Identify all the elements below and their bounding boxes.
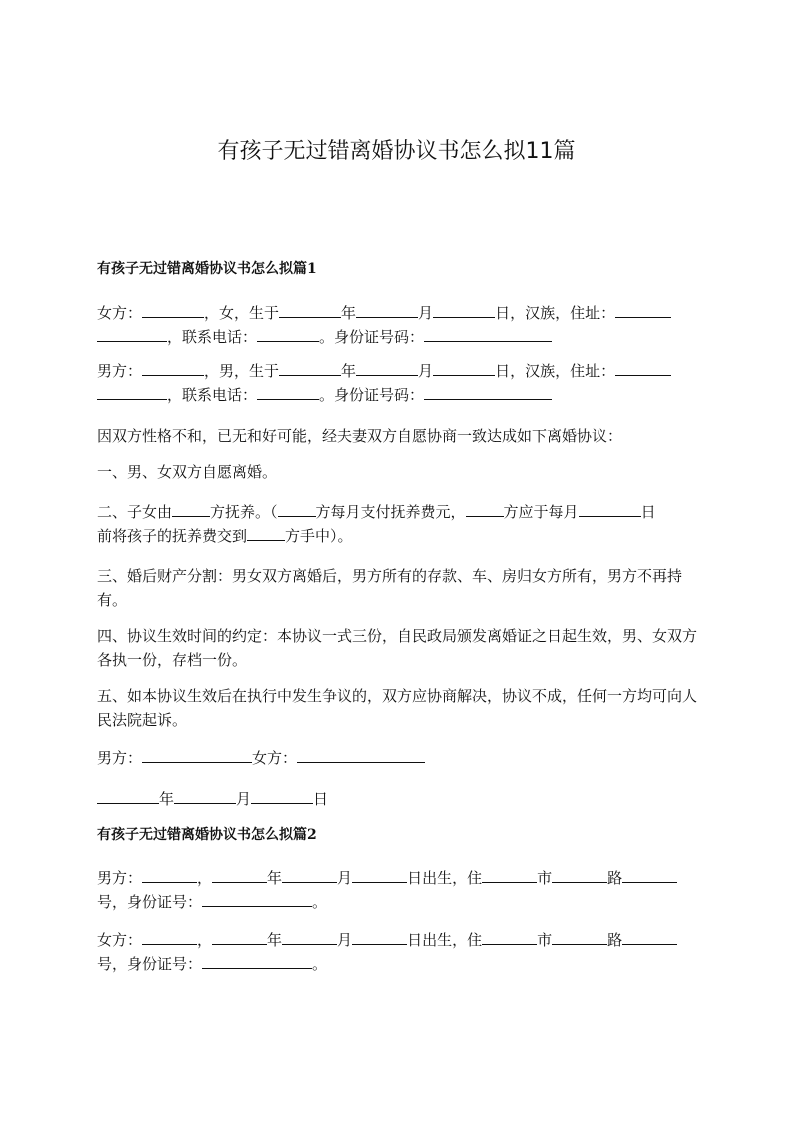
- husband-info-paragraph: [97, 359, 702, 407]
- clause-1: 一、男、女双方自愿离婚。: [97, 463, 278, 481]
- inline-text: 月: [236, 790, 252, 808]
- inline-text: 月: [418, 304, 434, 322]
- blank-field[interactable]: [282, 867, 337, 883]
- blank-field[interactable]: [356, 360, 418, 376]
- blank-field[interactable]: [212, 867, 267, 883]
- document-title: 有孩子无过错离婚协议书怎么拟11篇: [217, 139, 576, 164]
- blank-field[interactable]: [212, 929, 267, 945]
- inline-text: 男方：: [97, 362, 143, 380]
- blank-field[interactable]: [202, 891, 312, 907]
- inline-text: 日: [313, 790, 329, 808]
- inline-text: 女方：: [97, 304, 143, 322]
- inline-text: 日，汉族，住址：: [495, 362, 616, 380]
- blank-field[interactable]: [552, 867, 607, 883]
- inline-text: 年: [341, 304, 357, 322]
- blank-field[interactable]: [278, 501, 316, 517]
- blank-field[interactable]: [97, 384, 167, 400]
- inline-text: ，: [197, 931, 213, 949]
- signature-line: [97, 746, 702, 770]
- inline-text: 年: [267, 931, 283, 949]
- inline-text: 月: [418, 362, 434, 380]
- inline-text: ，男，生于: [204, 362, 280, 380]
- blank-field[interactable]: [482, 867, 537, 883]
- blank-field[interactable]: [466, 501, 504, 517]
- section-2-heading: 有孩子无过错离婚协议书怎么拟篇2: [97, 827, 317, 843]
- blank-field[interactable]: [433, 360, 495, 376]
- inline-text: ，: [197, 869, 213, 887]
- blank-field[interactable]: [97, 788, 159, 804]
- blank-field[interactable]: [247, 525, 285, 541]
- wife-info-paragraph: [97, 301, 702, 349]
- blank-field[interactable]: [257, 384, 319, 400]
- inline-text: 路: [607, 931, 623, 949]
- blank-field[interactable]: [352, 929, 407, 945]
- blank-field[interactable]: [142, 929, 197, 945]
- inline-text: 男方：: [97, 869, 143, 887]
- blank-field[interactable]: [424, 384, 552, 400]
- inline-text: 二、子女由: [97, 503, 173, 521]
- inline-text: 年: [159, 790, 175, 808]
- blank-field[interactable]: [424, 326, 552, 342]
- clause-2: [97, 500, 702, 548]
- clause-4: 四、协议生效时间的约定：本协议一式三份，自民政局颁发离婚证之日起生效，男、女双方各执一份，存档一份。: [97, 627, 698, 669]
- inline-text: 。身份证号码：: [319, 386, 425, 404]
- blank-field[interactable]: [257, 326, 319, 342]
- inline-text: ，女，生于: [204, 304, 280, 322]
- inline-text: 号，身份证号：: [97, 955, 203, 973]
- blank-field[interactable]: [202, 953, 312, 969]
- inline-text: 女方：: [252, 749, 298, 767]
- female-info-paragraph: [97, 928, 702, 976]
- blank-field[interactable]: [433, 302, 495, 318]
- inline-text: 年: [341, 362, 357, 380]
- blank-field[interactable]: [352, 867, 407, 883]
- inline-text: 路: [607, 869, 623, 887]
- blank-field[interactable]: [297, 747, 425, 763]
- inline-text: 。: [312, 893, 328, 911]
- inline-text: ，联系电话：: [167, 328, 258, 346]
- inline-text: 方抚养。（: [210, 503, 278, 521]
- inline-text: 方手中）。: [285, 527, 353, 545]
- blank-field[interactable]: [142, 867, 197, 883]
- blank-field[interactable]: [552, 929, 607, 945]
- inline-text: 女方：: [97, 931, 143, 949]
- clause-5: 五、如本协议生效后在执行中发生争议的，双方应协商解决，协议不成，任何一方均可向人民法院起诉。: [97, 687, 698, 729]
- blank-field[interactable]: [615, 360, 671, 376]
- male-info-paragraph: [97, 866, 702, 914]
- blank-field[interactable]: [622, 929, 677, 945]
- inline-text: 市: [537, 869, 553, 887]
- inline-text: 方应于每月: [503, 503, 579, 521]
- inline-text: 日出生，住: [407, 931, 483, 949]
- inline-text: 日，汉族，住址：: [495, 304, 616, 322]
- blank-field[interactable]: [579, 501, 641, 517]
- inline-text: 。身份证号码：: [319, 328, 425, 346]
- inline-text: 男方：: [97, 749, 143, 767]
- inline-text: 月: [337, 931, 353, 949]
- clause-3: 三、婚后财产分割：男女双方离婚后，男方所有的存款、车、房归女方所有，男方不再持有。: [97, 567, 683, 609]
- blank-field[interactable]: [615, 302, 671, 318]
- inline-text: ，联系电话：: [167, 386, 258, 404]
- blank-field[interactable]: [622, 867, 677, 883]
- blank-field[interactable]: [174, 788, 236, 804]
- inline-text: 号，身份证号：: [97, 893, 203, 911]
- date-line: [97, 787, 702, 811]
- inline-text: 年: [267, 869, 283, 887]
- blank-field[interactable]: [142, 747, 252, 763]
- inline-text: 。: [312, 955, 328, 973]
- section-1-heading: 有孩子无过错离婚协议书怎么拟篇1: [97, 261, 317, 277]
- blank-field[interactable]: [251, 788, 313, 804]
- inline-text: 日出生，住: [407, 869, 483, 887]
- blank-field[interactable]: [282, 929, 337, 945]
- blank-field[interactable]: [482, 929, 537, 945]
- inline-text: 方每月支付抚养费元，: [315, 503, 466, 521]
- blank-field[interactable]: [142, 302, 204, 318]
- inline-text: 前将孩子的抚养费交到: [97, 527, 248, 545]
- blank-field[interactable]: [142, 360, 204, 376]
- inline-text: 市: [537, 931, 553, 949]
- blank-field[interactable]: [279, 360, 341, 376]
- blank-field[interactable]: [279, 302, 341, 318]
- inline-text: 月: [337, 869, 353, 887]
- intro-paragraph: 因双方性格不和，已无和好可能，经夫妻双方自愿协商一致达成如下离婚协议：: [97, 427, 623, 445]
- inline-text: 日: [640, 503, 656, 521]
- blank-field[interactable]: [97, 326, 167, 342]
- blank-field[interactable]: [172, 501, 210, 517]
- blank-field[interactable]: [356, 302, 418, 318]
